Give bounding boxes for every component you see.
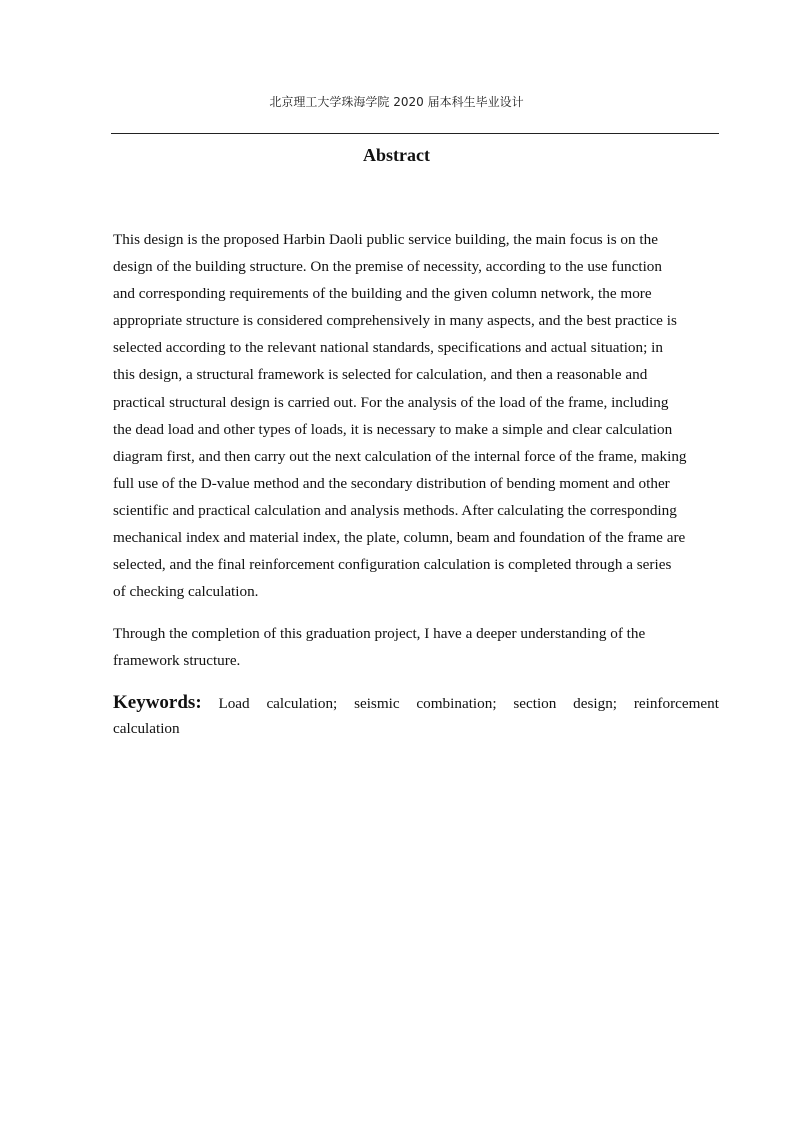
abstract-paragraph-1	[113, 226, 719, 605]
keyword-word: combination;	[416, 694, 497, 712]
keywords-label: Keywords:	[113, 691, 202, 713]
keyword-word: design;	[573, 694, 618, 712]
text-line: selected according to the relevant national standards, specifications and actual situation; in	[113, 339, 663, 357]
text-line: diagram first, and then carry out the next calculation of the internal force of the frame, making	[113, 447, 687, 465]
keywords-first-line	[113, 690, 719, 716]
text-line: the dead load and other types of loads, it is necessary to make a simple and clear calculation	[113, 420, 673, 438]
abstract-title: Abstract	[363, 145, 430, 165]
text-line: This design is the proposed Harbin Daoli public service building, the main focus is on the	[113, 231, 658, 248]
text-line: mechanical index and material index, the plate, column, beam and foundation of the frame are	[113, 529, 686, 547]
text-line: selected, and the final reinforcement configuration calculation is completed through a series	[113, 556, 672, 574]
running-header: 北京理工大学珠海学院 2020 届本科生毕业设计	[269, 95, 524, 109]
text-line: framework structure.	[113, 652, 241, 670]
keyword-word: reinforcement	[633, 694, 719, 712]
text-line: design of the building structure. On the premise of necessity, according to the use function	[113, 258, 662, 276]
text-line: full use of the D-value method and the secondary distribution of bending moment and other	[113, 474, 670, 492]
text-line: of checking calculation.	[113, 583, 259, 601]
text-line: practical structural design is carried out. For the analysis of the load of the frame, including	[113, 393, 669, 411]
keyword-word: section	[513, 694, 557, 712]
keywords-continuation: calculation	[113, 719, 180, 737]
text-line: and corresponding requirements of the building and the given column network, the more	[113, 285, 652, 303]
keyword-word: seismic	[354, 694, 400, 712]
text-line: Through the completion of this graduation project, I have a deeper understanding of the	[113, 625, 646, 643]
abstract-body	[113, 226, 719, 741]
abstract-paragraph-2	[113, 620, 719, 674]
header-rule	[111, 133, 719, 134]
text-line: appropriate structure is considered comprehensively in many aspects, and the best practice is	[113, 312, 677, 330]
text-line: scientific and practical calculation and analysis methods. After calculating the corresponding	[113, 501, 677, 519]
keyword-word: calculation;	[266, 694, 338, 712]
keyword-word: Load	[218, 694, 250, 712]
text-line: this design, a structural framework is selected for calculation, and then a reasonable and	[113, 366, 648, 384]
keywords-block	[113, 690, 719, 741]
